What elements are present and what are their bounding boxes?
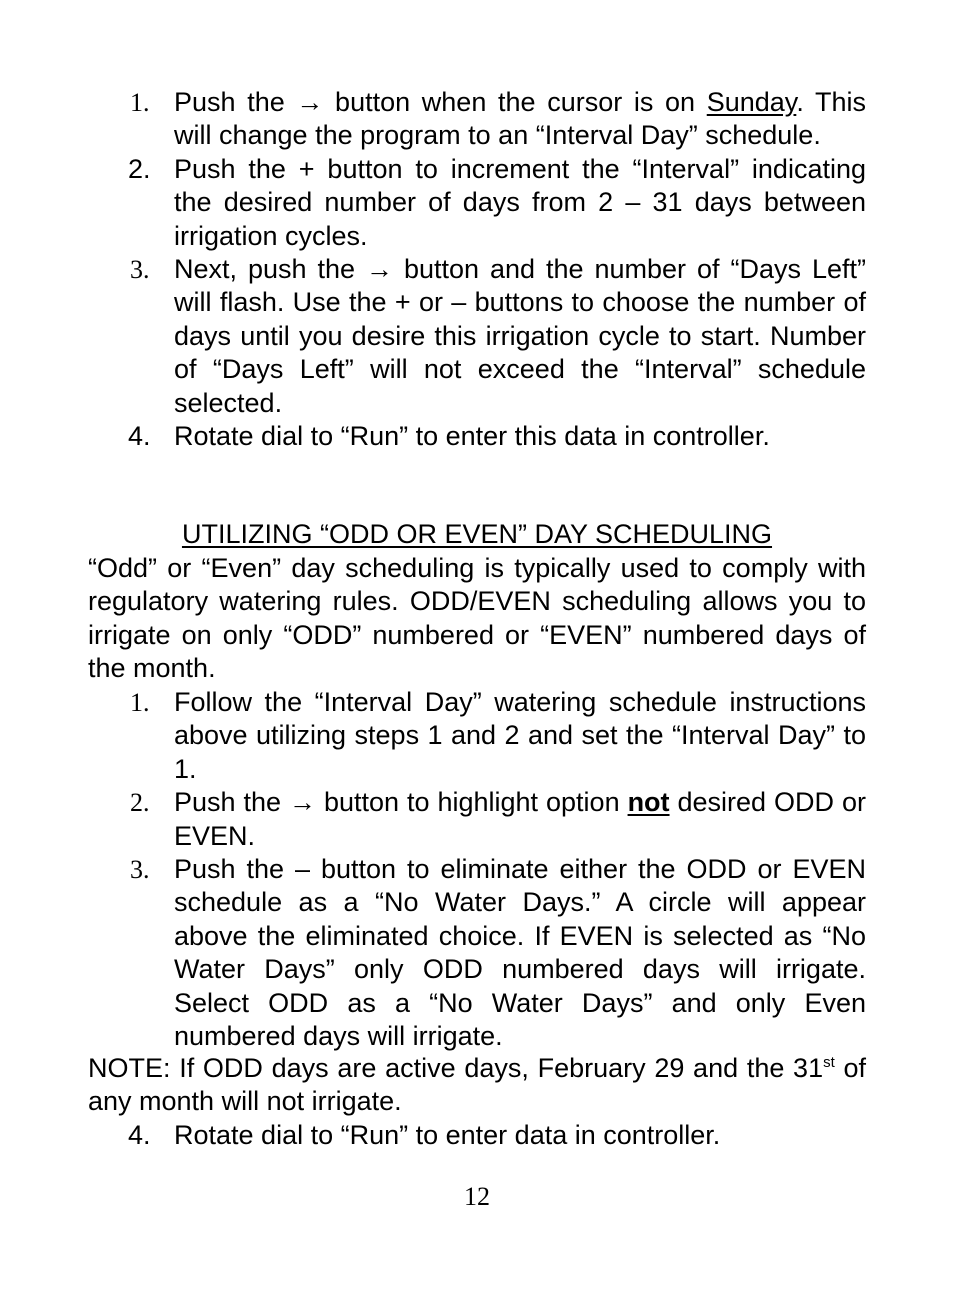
list-item: [88, 253, 866, 420]
list-item: [88, 153, 866, 253]
list-item: [88, 1119, 866, 1152]
step-text: Push the – button to eliminate either the ODD or EVEN schedule as a “No Water Days.” A circle will appear above the eliminated choice. If EVEN is selected as “No Water Days” only ODD numbered days will irrigate. Select ODD as a “No Water Days” and only Even numbered days will irrigate.: [174, 854, 866, 1052]
step-text: Rotate dial to “Run” to enter this data in controller.: [174, 421, 770, 452]
step-text: Next, push the → button and the number of “Days Left” will flash. Use the + or – buttons to choose the number of days until you desire this irrigation cycle to start. Number of “Days Left” will not exceed the “Interval” schedule selected.: [174, 254, 866, 418]
list-item: [88, 853, 866, 1053]
step-number: 4.: [128, 1120, 151, 1150]
not-emphasis: not: [627, 787, 670, 818]
section-heading: UTILIZING “ODD OR EVEN” DAY SCHEDULING: [181, 519, 773, 549]
list-item: [88, 786, 866, 853]
final-step-list: [88, 1119, 866, 1152]
step-text: Follow the “Interval Day” watering schedule instructions above utilizing steps 1 and 2 and set the “Interval Day” to 1.: [174, 687, 866, 784]
step-text: [174, 87, 866, 150]
step-text: Rotate dial to “Run” to enter data in controller.: [174, 1120, 721, 1150]
step-text-part: . This will change the program to an “Interval Day” schedule.: [174, 87, 866, 151]
note-text: of any month will not irrigate.: [88, 1053, 866, 1117]
note-text: NOTE: If ODD days are active days, February 29 and the 31: [88, 1053, 824, 1083]
odd-even-steps-list: [88, 686, 866, 1053]
step-text: Push the + button to increment the “Interval” indicating the desired number of days from 2 – 31 days between irrigation cycles.: [174, 153, 866, 251]
intro-paragraph: “Odd” or “Even” day scheduling is typically used to comply with regulatory watering rules. ODD/EVEN scheduling allows you to irrigate on only “ODD” numbered or “EVEN” numbered days of the month.: [88, 553, 866, 684]
step-number: 3.: [130, 855, 150, 885]
list-item: [88, 420, 866, 453]
step-text: [174, 787, 866, 850]
step-number: 1.: [130, 88, 150, 117]
step-number: 4.: [128, 421, 151, 452]
note-paragraph: [88, 1052, 866, 1119]
list-item: [88, 86, 866, 153]
page-number: 12: [464, 1182, 490, 1211]
step-number: 2.: [130, 788, 150, 818]
step-number: 3.: [130, 255, 150, 285]
step-text-part: desired ODD or EVEN.: [174, 787, 866, 851]
step-number: 1.: [130, 688, 150, 717]
interval-steps-list: [88, 86, 866, 453]
ordinal-suffix: st: [823, 1054, 835, 1071]
step-number: 2.: [128, 153, 151, 184]
list-item: [88, 686, 866, 786]
step-text-part: Push the → button when the cursor is on: [174, 87, 707, 117]
sunday-underlined: Sunday: [706, 87, 797, 117]
step-text-part: Push the → button to highlight option: [174, 787, 628, 818]
